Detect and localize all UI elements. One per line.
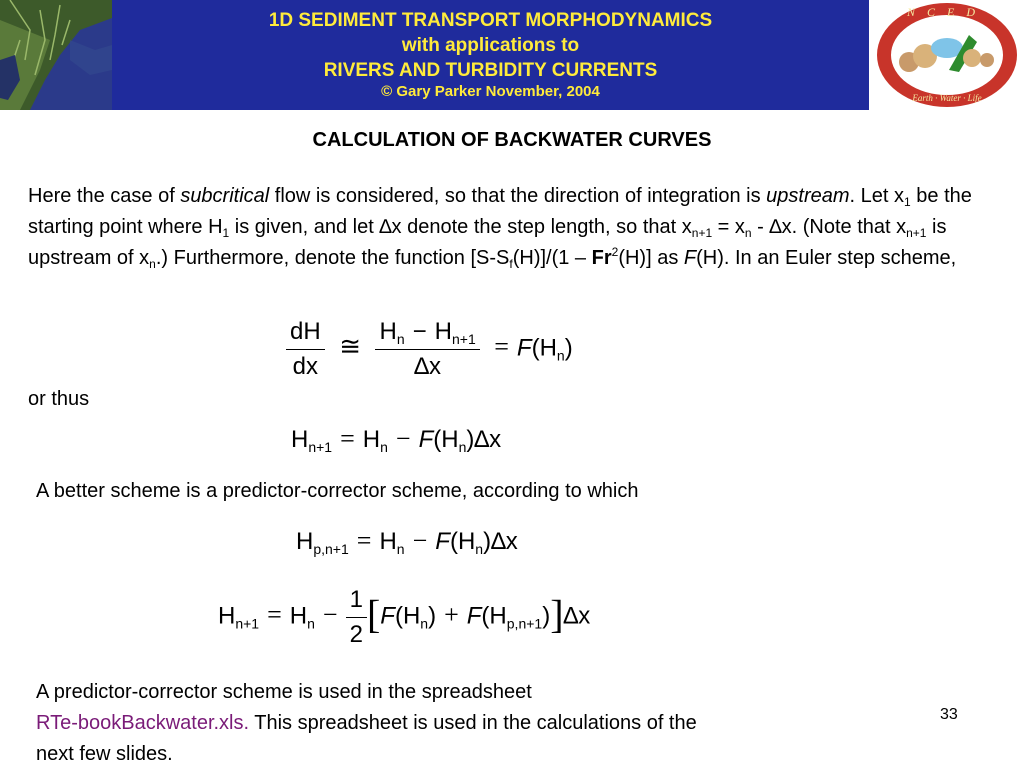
spreadsheet-link[interactable]: RTe-bookBackwater.xls. xyxy=(36,712,250,734)
intro-paragraph: Here the case of subcritical flow is considered, so that the direction of integration is upstream. Let $x_1$ be the starting point where $H_1$ is given, and let ∆x denote the step length, so that $x_{n+1} = x_n - \Delta x$. (Note that $x_{n+1}$ is upstream of $x_n$.) Furthermore, denote the function $[S-S_f(H)]/(1 - Fr^2(H)]$ as F(H). In an Euler step scheme, xyxy=(28,185,972,271)
euler-update-equation: $H_{n+1} = H_n - F(H_n)\Delta x$ xyxy=(291,424,502,455)
difference-quotient: $\frac{H_n - H_{n+1}}{\Delta x}$ xyxy=(375,318,479,381)
logo-text: NCED xyxy=(906,5,988,19)
slide-title: CALCULATION OF BACKWATER CURVES xyxy=(312,129,712,151)
banner-line-2: with applications to xyxy=(401,35,580,56)
or-thus-text: or thus xyxy=(28,388,90,410)
banner-line-3: RIVERS AND TURBIDITY CURRENTS xyxy=(323,60,658,81)
title-banner xyxy=(112,0,869,110)
dh-dx-fraction: $\frac{dH}{dx}$ xyxy=(286,318,325,381)
closing-paragraph: A predictor-corrector scheme is used in the spreadsheet RTe-bookBackwater.xls. This spreadsheet is used in the calculations of the next few slides. xyxy=(36,681,697,765)
better-scheme-text: A better scheme is a predictor-corrector scheme, according to which xyxy=(36,480,639,502)
banner-line-1: 1D SEDIMENT TRANSPORT MORPHODYNAMICS xyxy=(268,10,713,31)
predictor-equation: $H_{p,n+1} = H_n - F(H_n)\Delta x$ xyxy=(296,526,518,557)
euler-step-equation: $\frac{dH}{dx}$ ≅ $\frac{H_n - H_{n+1}}{\Delta x}$ = $F(H_n)$ xyxy=(286,318,573,381)
copyright-line: © Gary Parker November, 2004 xyxy=(381,83,600,100)
page-number: 33 xyxy=(940,706,958,723)
slide-header xyxy=(0,0,1024,110)
corrector-equation: $H_{n+1} = H_n$ − $\frac{1}{2}$ $[F(H_n) + F(H_{p,n+1})]\Delta x$ xyxy=(218,586,591,648)
logo-ring-text: Earth · Water · Life xyxy=(912,93,982,103)
one-half-fraction: $\frac{1}{2}$ xyxy=(346,586,367,649)
nced-logo xyxy=(869,0,1024,110)
river-delta-satellite-image xyxy=(0,0,112,110)
